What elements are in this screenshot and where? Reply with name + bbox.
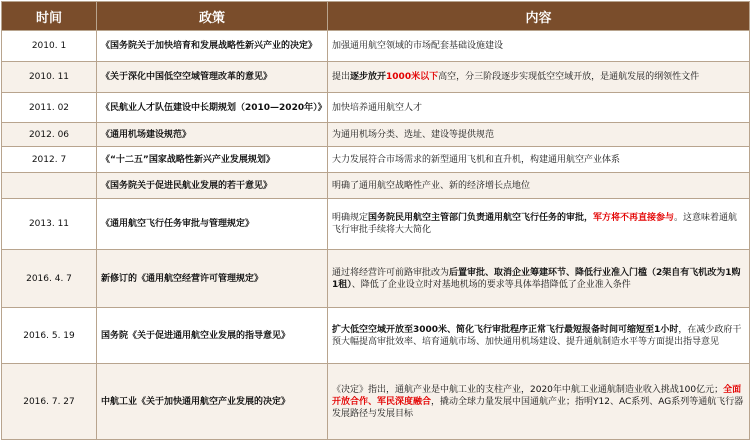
- row-time: 2013. 11: [2, 199, 97, 250]
- row-policy: 《通用机场建设规范》: [97, 123, 328, 147]
- row-content: 为通用机场分类、选址、建设等提供规范: [328, 123, 750, 147]
- table-row: [2, 173, 750, 199]
- table-row: [2, 199, 750, 250]
- content-bold: 后置审批、取消企业筹建环节、降低行业准入门槛（2架自有飞机改为1购1租）: [332, 267, 741, 290]
- row-content: 明确了通用航空战略性产业、新的经济增长点地位: [328, 173, 750, 199]
- row-time: 2010. 11: [2, 62, 97, 93]
- table-row: [2, 62, 750, 93]
- row-content: [328, 308, 750, 364]
- content-text: 提出: [332, 72, 351, 82]
- content-highlight: 军方将不再直接参与: [593, 213, 675, 223]
- row-time: 2012. 7: [2, 147, 97, 173]
- row-policy: 中航工业《关于加快通用航空产业发展的决定》: [97, 364, 328, 440]
- row-policy: 《关于深化中国低空空域管理改革的意见》: [97, 62, 328, 93]
- row-policy: 《国务院关于加快培育和发展战略性新兴产业的决定》: [97, 31, 328, 62]
- row-content: [328, 62, 750, 93]
- content-bold: 扩大低空空域开放至3000米、简化飞行审批程序正常飞行最短报备时间可缩短至1小时: [332, 324, 679, 335]
- row-content: 加强通用航空领域的市场配套基础设施建设: [328, 31, 750, 62]
- content-highlight: 全面开放合作、军民深度融合: [332, 384, 742, 407]
- row-content: 加快培养通用航空人才: [328, 93, 750, 123]
- header-time: 时间: [2, 2, 97, 31]
- row-time: 2016. 4. 7: [2, 250, 97, 308]
- table-row: [2, 147, 750, 173]
- row-content: 大力发展符合市场需求的新型通用飞机和直升机，构建通用航空产业体系: [328, 147, 750, 173]
- content-bold: 逐步放开: [350, 72, 387, 82]
- header-policy: 政策: [97, 2, 328, 31]
- row-content: [328, 364, 750, 440]
- table-row: [2, 308, 750, 364]
- content-text: 《决定》指出，通航产业是中航工业的支柱产业，2020年中航工业通航制造业收入挑战100亿元；: [332, 384, 724, 395]
- content-text: 。这意味着通航飞行审批手续将大大简化: [332, 213, 738, 235]
- content-text: 明确规定: [332, 213, 369, 223]
- row-policy: 《通用航空飞行任务审批与管理规定》: [97, 199, 328, 250]
- content-highlight: 1000米以下: [386, 72, 439, 82]
- row-time: [2, 173, 97, 199]
- row-policy: 《民航业人才队伍建设中长期规划（2010—2020年）》: [97, 93, 328, 123]
- content-text: 高空，分三阶段逐步实现低空空域开放，是通航发展的纲领性文件: [438, 72, 700, 82]
- content-text: 、降低了企业设立时对基地机场的要求等具体举措降低了企业准入条件: [351, 279, 631, 290]
- row-content: [328, 199, 750, 250]
- content-text: ，在减少政府干预大幅提高审批效率、培育通航市场、加快通用机场建设、提升通航制造水平等方面提出指导意见: [332, 324, 742, 347]
- row-time: 2016. 7. 27: [2, 364, 97, 440]
- row-time: 2016. 5. 19: [2, 308, 97, 364]
- row-policy: 新修订的《通用航空经营许可管理规定》: [97, 250, 328, 308]
- row-time: 2010. 1: [2, 31, 97, 62]
- content-bold: 国务院民用航空主管部门负责通用航空飞行任务的审批，: [368, 213, 594, 223]
- header-row: [2, 2, 750, 31]
- policy-table: [1, 1, 750, 440]
- table-row: [2, 93, 750, 123]
- row-policy: 《“十二五”国家战略性新兴产业发展规划》: [97, 147, 328, 173]
- row-policy: 国务院《关于促进通用航空业发展的指导意见》: [97, 308, 328, 364]
- content-text: ，撬动全球力量发展中国通航产业；指明Y12、AC系列、AG系列等通航飞行器发展路径与发展目标: [332, 396, 744, 419]
- table-row: [2, 250, 750, 308]
- table-row: [2, 364, 750, 440]
- row-time: 2011. 02: [2, 93, 97, 123]
- table-row: [2, 31, 750, 62]
- row-policy: 《国务院关于促进民航业发展的若干意见》: [97, 173, 328, 199]
- row-time: 2012. 06: [2, 123, 97, 147]
- table-row: [2, 123, 750, 147]
- content-text: 通过将经营许可前路审批改为: [332, 267, 450, 278]
- row-content: [328, 250, 750, 308]
- header-content: 内容: [328, 2, 750, 31]
